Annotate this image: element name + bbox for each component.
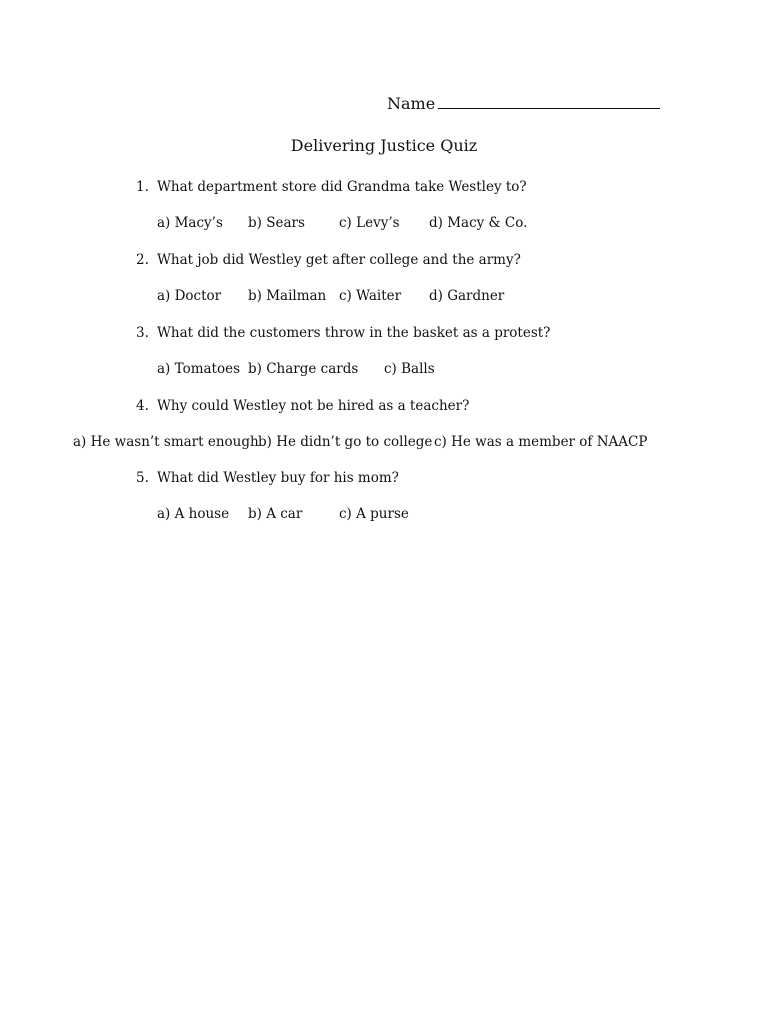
quiz-title: Delivering Justice Quiz (290, 136, 478, 155)
answer-option[interactable]: c) He was a member of NAACP (434, 434, 648, 450)
name-field[interactable] (387, 92, 660, 113)
answer-option[interactable]: c) Levy’s (339, 215, 400, 231)
answer-option[interactable]: b) He didn’t go to college (258, 434, 433, 450)
question-1 (136, 179, 527, 195)
question-text: What job did Westley get after college and the army? (157, 252, 521, 268)
question-5 (136, 470, 399, 486)
answer-option[interactable]: d) Gardner (429, 288, 505, 304)
answer-option[interactable]: a) Macy’s (157, 215, 223, 231)
answer-option[interactable]: b) A car (248, 506, 303, 522)
question-number: 5. (136, 470, 149, 486)
answer-options-5 (0, 506, 768, 526)
name-label: Name (387, 94, 436, 113)
question-text: Why could Westley not be hired as a teacher? (157, 398, 470, 414)
answer-options-2 (0, 288, 768, 308)
question-text: What department store did Grandma take Westley to? (157, 179, 527, 195)
name-blank-line[interactable] (438, 92, 660, 109)
answer-option[interactable]: c) Balls (384, 361, 435, 377)
answer-option[interactable]: b) Charge cards (248, 361, 359, 377)
question-2 (136, 252, 521, 268)
answer-option[interactable]: c) A purse (339, 506, 409, 522)
question-number: 2. (136, 252, 149, 268)
answer-option[interactable]: c) Waiter (339, 288, 402, 304)
question-4 (136, 398, 469, 414)
question-number: 1. (136, 179, 149, 195)
answer-option[interactable]: d) Macy & Co. (429, 215, 528, 231)
answer-option[interactable]: b) Mailman (248, 288, 327, 304)
answer-option[interactable]: a) He wasn’t smart enough (73, 434, 259, 450)
question-3 (136, 325, 550, 341)
page-title (0, 136, 768, 155)
question-text: What did the customers throw in the basket as a protest? (157, 325, 551, 341)
question-number: 4. (136, 398, 149, 414)
answer-option[interactable]: a) A house (157, 506, 230, 522)
question-number: 3. (136, 325, 149, 341)
answer-option[interactable]: b) Sears (248, 215, 305, 231)
answer-option[interactable]: a) Doctor (157, 288, 222, 304)
question-text: What did Westley buy for his mom? (157, 470, 399, 486)
answer-option[interactable]: a) Tomatoes (157, 361, 241, 377)
answer-options-4 (0, 434, 768, 454)
answer-options-1 (0, 215, 768, 235)
answer-options-3 (0, 361, 768, 381)
